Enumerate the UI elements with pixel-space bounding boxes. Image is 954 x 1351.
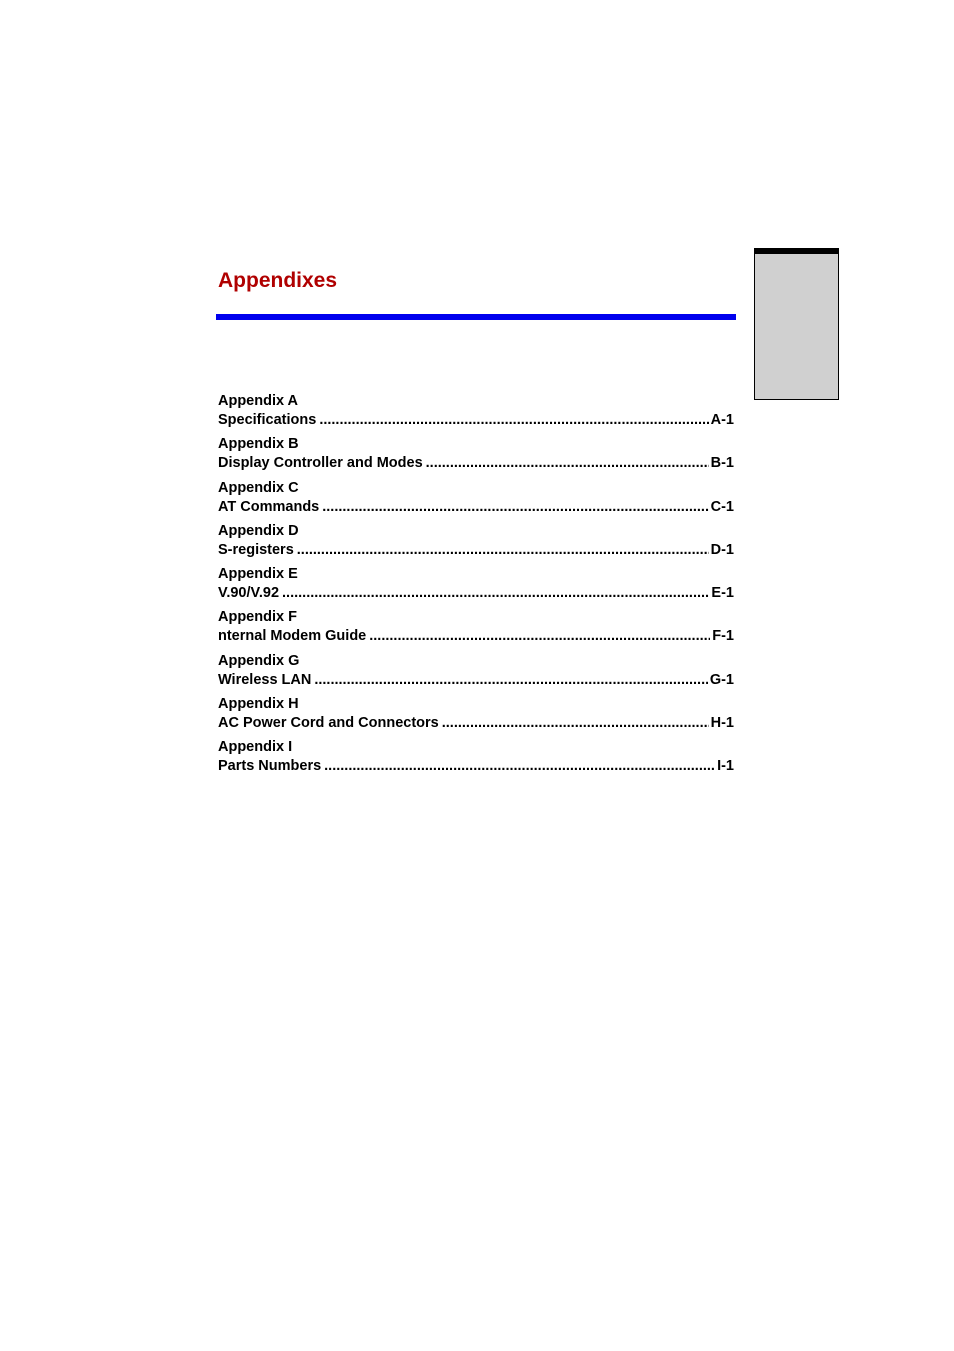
toc-entry-appendix-g <box>218 651 734 694</box>
toc-link-at-commands[interactable] <box>218 498 734 517</box>
toc-link-v90-v92[interactable] <box>218 584 734 603</box>
toc-leader <box>314 671 707 690</box>
toc-heading: Appendix H <box>218 695 299 712</box>
toc-entry-appendix-e <box>218 564 734 607</box>
toc-title: AT Commands <box>218 498 320 515</box>
toc-title: nternal Modem Guide <box>218 628 367 645</box>
toc-entry-appendix-i <box>218 737 734 780</box>
toc-page-number: C-1 <box>710 498 734 515</box>
toc-leader <box>282 584 709 603</box>
toc-page-number: H-1 <box>710 714 734 731</box>
toc-leader <box>369 627 710 646</box>
toc-leader <box>442 714 709 733</box>
toc-leader <box>297 541 709 560</box>
toc-link-s-registers[interactable] <box>218 541 734 560</box>
toc-heading: Appendix F <box>218 609 297 626</box>
toc-heading: Appendix A <box>218 393 299 409</box>
toc-entry-appendix-c <box>218 478 734 521</box>
toc-page-number: F-1 <box>712 628 734 645</box>
toc-heading: Appendix D <box>218 522 299 539</box>
toc-heading: Appendix E <box>218 566 298 582</box>
toc-heading: Appendix I <box>218 739 293 755</box>
toc-link-display-controller[interactable] <box>218 454 734 473</box>
toc-entry-appendix-h <box>218 694 734 737</box>
table-of-contents <box>218 391 734 780</box>
toc-entry-appendix-f <box>218 607 734 650</box>
toc-title: Wireless LAN <box>218 671 312 688</box>
toc-link-parts-numbers[interactable] <box>218 757 734 776</box>
toc-title: Parts Numbers <box>218 758 322 774</box>
toc-heading: Appendix C <box>218 479 299 496</box>
toc-leader <box>319 411 708 430</box>
toc-page-number: D-1 <box>710 541 734 558</box>
toc-link-specifications[interactable] <box>218 411 734 430</box>
toc-link-ac-power-cord[interactable] <box>218 714 734 733</box>
toc-leader <box>324 757 715 776</box>
toc-page-number: I-1 <box>717 758 734 774</box>
toc-page-number: E-1 <box>711 585 734 601</box>
chapter-thumb-tab <box>754 248 839 400</box>
toc-link-wireless-lan[interactable] <box>218 671 734 690</box>
toc-title: Display Controller and Modes <box>218 455 423 472</box>
toc-title: S-registers <box>218 541 294 558</box>
toc-title: V.90/V.92 <box>218 585 280 601</box>
toc-entry-appendix-a <box>218 391 734 434</box>
toc-page-number: G-1 <box>709 671 734 688</box>
toc-entry-appendix-b <box>218 434 734 477</box>
toc-page-number: A-1 <box>710 412 734 428</box>
toc-title: AC Power Cord and Connectors <box>218 714 439 731</box>
toc-leader <box>322 498 708 517</box>
toc-heading: Appendix G <box>218 652 300 669</box>
title-rule <box>216 314 736 320</box>
toc-title: Specifications <box>218 412 317 428</box>
toc-entry-appendix-d <box>218 521 734 564</box>
toc-page-number: B-1 <box>710 455 734 472</box>
toc-link-internal-modem-guide[interactable] <box>218 627 734 646</box>
toc-leader <box>426 454 709 473</box>
toc-heading: Appendix B <box>218 436 299 453</box>
page-title: Appendixes <box>218 269 338 292</box>
